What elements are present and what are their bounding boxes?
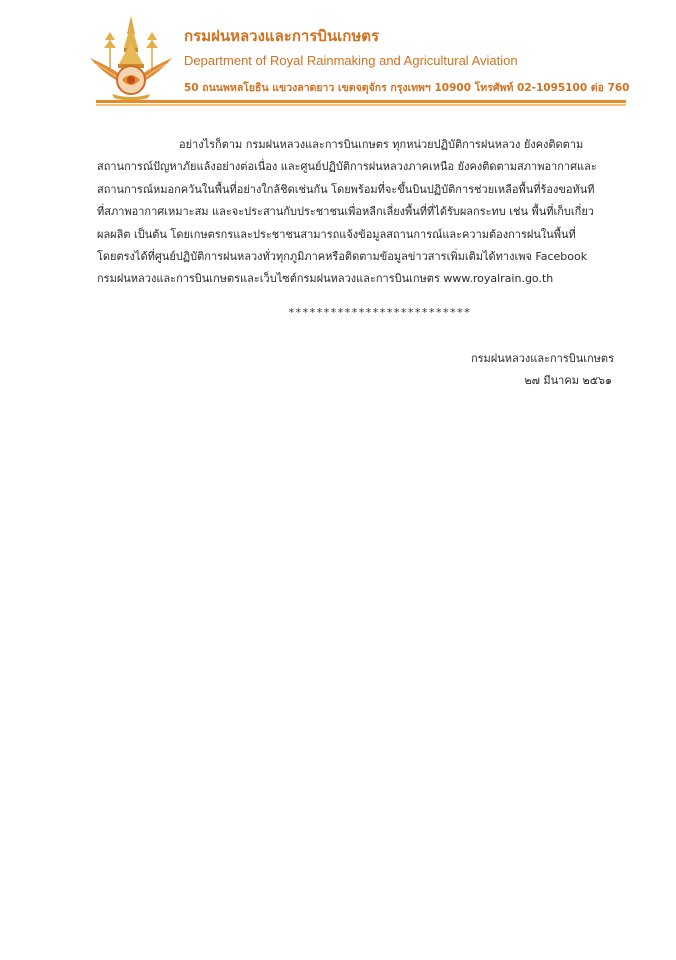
- letterhead: [0, 0, 676, 110]
- org-name-thai: กรมฝนหลวงและการบินเกษตร: [184, 27, 380, 45]
- body-line: สถานการณ์ปัญหาภัยแล้งอย่างต่อเนื่อง และศูนย์ปฏิบัติการฝนหลวงภาคเหนือ ยังคงติดตามสภาพอากาศและ: [97, 160, 597, 174]
- royal-emblem-icon: [86, 14, 176, 100]
- body-line: ผลผลิต เป็นต้น โดยเกษตรกรและประชาชนสามารถแจ้งข้อมูลสถานการณ์และความต้องการฝนในพื้นที่: [97, 227, 576, 241]
- section-separator: **************************: [288, 306, 471, 319]
- body-line: สถานการณ์หมอกควันในพื้นที่อย่างใกล้ชิดเช่นกัน โดยพร้อมที่จะขึ้นบินปฏิบัติการช่วยเหลือพื้นที่ร้องขอทันที: [97, 182, 595, 196]
- body-paragraph: [97, 134, 615, 291]
- body-line: อย่างไรก็ตาม กรมฝนหลวงและการบินเกษตร ทุกหน่วยปฏิบัติการฝนหลวง ยังคงติดตาม: [179, 138, 584, 151]
- body-line: โดยตรงได้ที่ศูนย์ปฏิบัติการฝนหลวงทั่วทุกภูมิภาคหรือติดตามข้อมูลข่าวสารเพิ่มเติมได้ทางเพจ Facebook: [97, 249, 588, 263]
- body-line: ที่สภาพอากาศเหมาะสม และจะประสานกับประชาชนเพื่อหลีกเลี่ยงพื้นที่ที่ได้รับผลกระทบ เช่น พื้นที่เก็บเกี่ยว: [97, 205, 594, 219]
- signature-org: กรมฝนหลวงและการบินเกษตร: [470, 352, 614, 365]
- signature-date: ๒๗ มีนาคม ๒๕๖๑: [524, 374, 612, 387]
- org-name-english: Department of Royal Rainmaking and Agricultural Aviation: [184, 53, 518, 68]
- body-line: กรมฝนหลวงและการบินเกษตรและเว็บไซต์กรมฝนหลวงและการบินเกษตร www.royalrain.go.th: [97, 272, 554, 286]
- org-address: 50 ถนนพหลโยธิน แขวงลาดยาว เขตจตุจักร กรุงเทพฯ 10900 โทรศัพท์ 02-1095100 ต่อ 760: [184, 82, 630, 94]
- header-rule-secondary: [96, 104, 626, 106]
- header-rule-primary: [96, 100, 626, 103]
